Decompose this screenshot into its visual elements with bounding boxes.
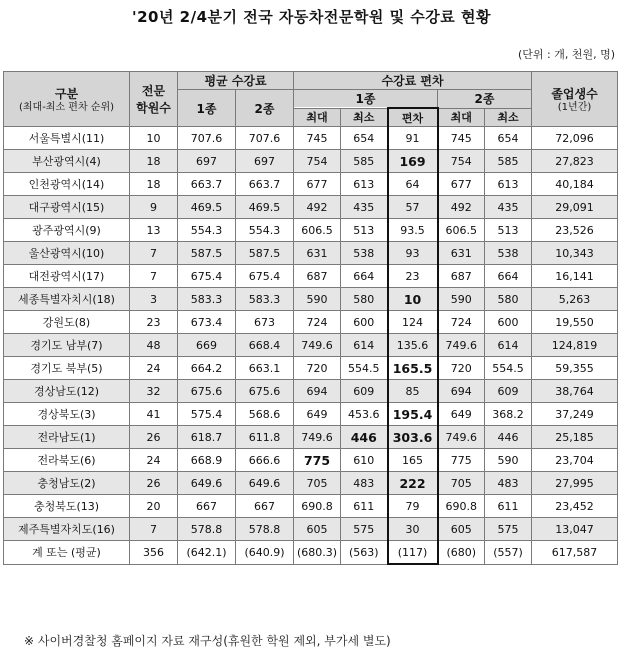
header-min1: 최소 xyxy=(341,108,388,127)
cell-min1: 664 xyxy=(341,265,388,288)
cell-avg2: 649.6 xyxy=(236,472,294,495)
cell-schools: 10 xyxy=(130,127,178,150)
header-max1: 최대 xyxy=(294,108,341,127)
header-graduates: 졸업생수 (1년간) xyxy=(532,72,618,127)
cell-grads: 27,995 xyxy=(532,472,618,495)
table-row xyxy=(4,449,618,472)
cell-grads: 38,764 xyxy=(532,380,618,403)
cell-max2: 720 xyxy=(438,357,485,380)
cell-max1: (680.3) xyxy=(294,541,341,565)
cell-max1: 705 xyxy=(294,472,341,495)
cell-schools: 13 xyxy=(130,219,178,242)
cell-dev: 124 xyxy=(388,311,438,334)
cell-min1: 453.6 xyxy=(341,403,388,426)
cell-dev: 135.6 xyxy=(388,334,438,357)
cell-avg2: 673 xyxy=(236,311,294,334)
cell-schools: 7 xyxy=(130,242,178,265)
table-row xyxy=(4,242,618,265)
cell-schools: 24 xyxy=(130,357,178,380)
cell-avg1: 707.6 xyxy=(178,127,236,150)
cell-min1: 580 xyxy=(341,288,388,311)
cell-grads: 29,091 xyxy=(532,196,618,219)
cell-min1: 585 xyxy=(341,150,388,173)
cell-grads: 5,263 xyxy=(532,288,618,311)
cell-avg1: 675.4 xyxy=(178,265,236,288)
cell-min1: 600 xyxy=(341,311,388,334)
cell-min2: 435 xyxy=(485,196,532,219)
cell-avg1: 668.9 xyxy=(178,449,236,472)
cell-schools: 24 xyxy=(130,449,178,472)
cell-dev: 85 xyxy=(388,380,438,403)
cell-schools: 41 xyxy=(130,403,178,426)
cell-schools: 48 xyxy=(130,334,178,357)
header-dev-class2: 2종 xyxy=(438,90,532,109)
cell-max2: 745 xyxy=(438,127,485,150)
cell-avg2: 668.4 xyxy=(236,334,294,357)
cell-min1: 611 xyxy=(341,495,388,518)
cell-max2: 605 xyxy=(438,518,485,541)
cell-avg1: 469.5 xyxy=(178,196,236,219)
cell-avg1: 697 xyxy=(178,150,236,173)
cell-avg1: 583.3 xyxy=(178,288,236,311)
cell-min2: 609 xyxy=(485,380,532,403)
cell-max2: 694 xyxy=(438,380,485,403)
cell-avg2: 707.6 xyxy=(236,127,294,150)
cell-region: 충청북도(13) xyxy=(4,495,130,518)
cell-region: 경기도 남부(7) xyxy=(4,334,130,357)
header-dev-class1: 1종 xyxy=(294,90,438,109)
cell-avg2: 667 xyxy=(236,495,294,518)
cell-avg2: 469.5 xyxy=(236,196,294,219)
cell-max1: 724 xyxy=(294,311,341,334)
cell-max2: 705 xyxy=(438,472,485,495)
cell-max1: 605 xyxy=(294,518,341,541)
cell-region: 경상북도(3) xyxy=(4,403,130,426)
cell-schools: 26 xyxy=(130,426,178,449)
cell-avg1: 649.6 xyxy=(178,472,236,495)
cell-avg1: 578.8 xyxy=(178,518,236,541)
cell-min1: 614 xyxy=(341,334,388,357)
cell-avg1: 618.7 xyxy=(178,426,236,449)
cell-dev: 93.5 xyxy=(388,219,438,242)
cell-schools: 18 xyxy=(130,173,178,196)
cell-max1: 687 xyxy=(294,265,341,288)
cell-min1: 613 xyxy=(341,173,388,196)
cell-region: 광주광역시(9) xyxy=(4,219,130,242)
header-deviation: 수강료 편차 xyxy=(294,72,532,90)
cell-region: 세종특별자치시(18) xyxy=(4,288,130,311)
cell-dev: 169 xyxy=(388,150,438,173)
cell-region: 대구광역시(15) xyxy=(4,196,130,219)
cell-min2: 613 xyxy=(485,173,532,196)
cell-region: 전라남도(1) xyxy=(4,426,130,449)
cell-max1: 745 xyxy=(294,127,341,150)
cell-min1: 654 xyxy=(341,127,388,150)
cell-grads: 40,184 xyxy=(532,173,618,196)
cell-grads: 37,249 xyxy=(532,403,618,426)
cell-min2: 664 xyxy=(485,265,532,288)
cell-avg2: 663.7 xyxy=(236,173,294,196)
table-row xyxy=(4,334,618,357)
cell-max2: 677 xyxy=(438,173,485,196)
table-row xyxy=(4,357,618,380)
cell-avg2: 697 xyxy=(236,150,294,173)
table-row xyxy=(4,219,618,242)
cell-dev: 10 xyxy=(388,288,438,311)
cell-region: 강원도(8) xyxy=(4,311,130,334)
cell-avg1: 669 xyxy=(178,334,236,357)
cell-avg1: 664.2 xyxy=(178,357,236,380)
cell-grads: 23,704 xyxy=(532,449,618,472)
header-max2: 최대 xyxy=(438,108,485,127)
cell-grads: 13,047 xyxy=(532,518,618,541)
cell-grads: 72,096 xyxy=(532,127,618,150)
cell-min2: 538 xyxy=(485,242,532,265)
cell-max1: 749.6 xyxy=(294,334,341,357)
table-row xyxy=(4,472,618,495)
cell-min2: 611 xyxy=(485,495,532,518)
cell-max2: 590 xyxy=(438,288,485,311)
cell-region: 계 또는 (평균) xyxy=(4,541,130,565)
cell-min2: 580 xyxy=(485,288,532,311)
cell-dev: 195.4 xyxy=(388,403,438,426)
header-schools: 전문 학원수 xyxy=(130,72,178,127)
cell-max2: 724 xyxy=(438,311,485,334)
cell-dev: 165 xyxy=(388,449,438,472)
header-avg-class2: 2종 xyxy=(236,90,294,127)
cell-min1: 575 xyxy=(341,518,388,541)
cell-region: 경상남도(12) xyxy=(4,380,130,403)
table-row xyxy=(4,495,618,518)
cell-avg2: 568.6 xyxy=(236,403,294,426)
cell-grads: 617,587 xyxy=(532,541,618,565)
cell-grads: 124,819 xyxy=(532,334,618,357)
cell-schools: 7 xyxy=(130,265,178,288)
cell-min2: 446 xyxy=(485,426,532,449)
table-row xyxy=(4,380,618,403)
cell-avg1: 667 xyxy=(178,495,236,518)
cell-schools: 26 xyxy=(130,472,178,495)
cell-schools: 20 xyxy=(130,495,178,518)
cell-max2: 606.5 xyxy=(438,219,485,242)
header-avg-class1: 1종 xyxy=(178,90,236,127)
cell-min2: 590 xyxy=(485,449,532,472)
cell-max2: (680) xyxy=(438,541,485,565)
cell-min2: (557) xyxy=(485,541,532,565)
cell-avg1: 575.4 xyxy=(178,403,236,426)
cell-region: 제주특별자치도(16) xyxy=(4,518,130,541)
cell-max1: 631 xyxy=(294,242,341,265)
cell-min2: 585 xyxy=(485,150,532,173)
table-row xyxy=(4,196,618,219)
cell-schools: 9 xyxy=(130,196,178,219)
cell-min1: 435 xyxy=(341,196,388,219)
table-row xyxy=(4,173,618,196)
cell-grads: 23,526 xyxy=(532,219,618,242)
cell-avg1: 587.5 xyxy=(178,242,236,265)
cell-dev: (117) xyxy=(388,541,438,565)
cell-grads: 27,823 xyxy=(532,150,618,173)
cell-max2: 492 xyxy=(438,196,485,219)
cell-grads: 25,185 xyxy=(532,426,618,449)
cell-dev: 222 xyxy=(388,472,438,495)
cell-dev: 93 xyxy=(388,242,438,265)
cell-dev: 79 xyxy=(388,495,438,518)
table-row xyxy=(4,150,618,173)
page-title: '20년 2/4분기 전국 자동차전문학원 및 수강료 현황 xyxy=(132,8,491,26)
cell-avg1: 554.3 xyxy=(178,219,236,242)
header-region-sub: (최대-최소 편차 순위) xyxy=(18,101,115,113)
cell-max1: 649 xyxy=(294,403,341,426)
cell-max2: 749.6 xyxy=(438,334,485,357)
cell-avg2: 583.3 xyxy=(236,288,294,311)
cell-min1: (563) xyxy=(341,541,388,565)
table-row xyxy=(4,518,618,541)
cell-max1: 720 xyxy=(294,357,341,380)
cell-max2: 754 xyxy=(438,150,485,173)
cell-avg2: 666.6 xyxy=(236,449,294,472)
header-min2: 최소 xyxy=(485,108,532,127)
cell-min1: 446 xyxy=(341,426,388,449)
cell-min2: 513 xyxy=(485,219,532,242)
cell-dev: 23 xyxy=(388,265,438,288)
unit-note: (단위 : 개, 천원, 명) xyxy=(517,48,615,61)
cell-avg1: (642.1) xyxy=(178,541,236,565)
header-graduates-sub: (1년간) xyxy=(557,101,592,113)
cell-min1: 554.5 xyxy=(341,357,388,380)
cell-min1: 610 xyxy=(341,449,388,472)
table-row xyxy=(4,426,618,449)
cell-avg2: 554.3 xyxy=(236,219,294,242)
cell-grads: 19,550 xyxy=(532,311,618,334)
fee-table xyxy=(3,71,618,565)
cell-min2: 575 xyxy=(485,518,532,541)
table-row xyxy=(4,265,618,288)
cell-min2: 614 xyxy=(485,334,532,357)
cell-max1: 749.6 xyxy=(294,426,341,449)
table-row xyxy=(4,127,618,150)
cell-min1: 609 xyxy=(341,380,388,403)
cell-max1: 590 xyxy=(294,288,341,311)
cell-max2: 649 xyxy=(438,403,485,426)
cell-grads: 16,141 xyxy=(532,265,618,288)
cell-dev: 91 xyxy=(388,127,438,150)
table-row xyxy=(4,403,618,426)
cell-dev: 303.6 xyxy=(388,426,438,449)
cell-avg2: 578.8 xyxy=(236,518,294,541)
table-row xyxy=(4,311,618,334)
cell-schools: 32 xyxy=(130,380,178,403)
cell-grads: 10,343 xyxy=(532,242,618,265)
cell-min1: 483 xyxy=(341,472,388,495)
cell-region: 전라북도(6) xyxy=(4,449,130,472)
cell-avg1: 673.4 xyxy=(178,311,236,334)
cell-max2: 775 xyxy=(438,449,485,472)
footnote: ※ 사이버경찰청 홈페이지 자료 재구성(휴원한 학원 제외, 부가세 별도) xyxy=(24,634,391,648)
cell-max2: 690.8 xyxy=(438,495,485,518)
cell-avg1: 675.6 xyxy=(178,380,236,403)
cell-avg2: 675.6 xyxy=(236,380,294,403)
cell-max1: 754 xyxy=(294,150,341,173)
cell-region: 경기도 북부(5) xyxy=(4,357,130,380)
cell-schools: 18 xyxy=(130,150,178,173)
table-row xyxy=(4,288,618,311)
cell-avg2: 611.8 xyxy=(236,426,294,449)
cell-region: 대전광역시(17) xyxy=(4,265,130,288)
cell-schools: 23 xyxy=(130,311,178,334)
cell-max2: 687 xyxy=(438,265,485,288)
cell-max1: 694 xyxy=(294,380,341,403)
table-row xyxy=(4,541,618,565)
cell-dev: 57 xyxy=(388,196,438,219)
cell-avg2: 663.1 xyxy=(236,357,294,380)
cell-avg1: 663.7 xyxy=(178,173,236,196)
cell-min2: 483 xyxy=(485,472,532,495)
cell-dev: 165.5 xyxy=(388,357,438,380)
cell-min2: 368.2 xyxy=(485,403,532,426)
cell-min2: 654 xyxy=(485,127,532,150)
cell-region: 부산광역시(4) xyxy=(4,150,130,173)
cell-max1: 492 xyxy=(294,196,341,219)
table-body xyxy=(4,127,618,565)
cell-schools: 7 xyxy=(130,518,178,541)
cell-max2: 631 xyxy=(438,242,485,265)
cell-max2: 749.6 xyxy=(438,426,485,449)
cell-avg2: (640.9) xyxy=(236,541,294,565)
header-diff: 편차 xyxy=(388,108,438,127)
cell-dev: 30 xyxy=(388,518,438,541)
cell-region: 충청남도(2) xyxy=(4,472,130,495)
cell-avg2: 675.4 xyxy=(236,265,294,288)
cell-schools: 356 xyxy=(130,541,178,565)
cell-max1: 677 xyxy=(294,173,341,196)
cell-dev: 64 xyxy=(388,173,438,196)
cell-region: 서울특별시(11) xyxy=(4,127,130,150)
cell-grads: 23,452 xyxy=(532,495,618,518)
cell-min1: 538 xyxy=(341,242,388,265)
cell-max1: 690.8 xyxy=(294,495,341,518)
cell-min2: 554.5 xyxy=(485,357,532,380)
header-region: 구분 (최대-최소 편차 순위) xyxy=(4,72,130,127)
cell-min1: 513 xyxy=(341,219,388,242)
cell-max1: 606.5 xyxy=(294,219,341,242)
cell-grads: 59,355 xyxy=(532,357,618,380)
cell-min2: 600 xyxy=(485,311,532,334)
header-avg-fee: 평균 수강료 xyxy=(178,72,294,90)
cell-max1: 775 xyxy=(294,449,341,472)
cell-schools: 3 xyxy=(130,288,178,311)
cell-region: 울산광역시(10) xyxy=(4,242,130,265)
cell-region: 인천광역시(14) xyxy=(4,173,130,196)
cell-avg2: 587.5 xyxy=(236,242,294,265)
